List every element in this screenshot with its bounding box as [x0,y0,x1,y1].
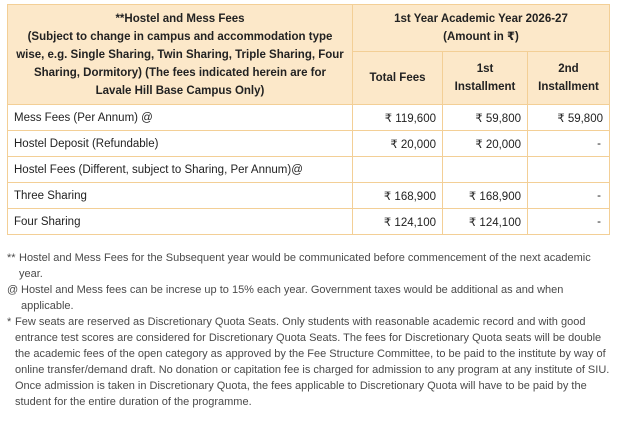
footnote-fee-increase [7,282,613,314]
table-row-three-sharing [8,183,610,209]
academic-year-label: 1st Year Academic Year 2026-27 [394,13,568,25]
header-title-line: **Hostel and Mess Fees [115,12,245,25]
total-fees-cell [353,157,443,183]
first-installment-header [443,52,528,105]
row-label: Mess Fees (Per Annum) @ [8,105,353,131]
installment-label: Installment [538,81,599,93]
footnote-text: Few seats are reserved as Discretionary Quota Seats. Only students with reasonable academic record and with good entrance test scores are considered for Discretionary Quota Seats. The fees for Discretionary Quota seats will be double the academic fees of the open category as approved by the Fee Structure Committee, to be paid to the institute by way of online transfer/demand draft. No donation or capitation fee is charged for admission to any program at any institute of SIU. Once admission is taken in Discretionary Quota, the fees applicable to Discretionary Quota will have to be paid by the student for the entire duration of the programme. [15,316,610,408]
footnote-marker: * [7,316,12,328]
row-label: Hostel Deposit (Refundable) [8,131,353,157]
first-installment-cell [443,157,528,183]
footnote-text: Hostel and Mess Fees for the Subsequent year would be communicated before commencement of the next academic year. [19,252,591,280]
second-installment-cell: ₹ 59,800 [528,105,610,131]
table-row-hostel-deposit [8,131,610,157]
row-label: Four Sharing [8,209,353,235]
total-fees-cell: ₹ 20,000 [353,131,443,157]
table-row-mess-fees [8,105,610,131]
row-label: Hostel Fees (Different, subject to Sharing, Per Annum)@ [8,157,353,183]
total-fees-cell: ₹ 168,900 [353,183,443,209]
total-fees-cell: ₹ 124,100 [353,209,443,235]
first-installment-cell: ₹ 168,900 [443,183,528,209]
second-installment-header [528,52,610,105]
total-fees-cell: ₹ 119,600 [353,105,443,131]
footnote-marker: ** [7,252,16,264]
first-installment-cell: ₹ 59,800 [443,105,528,131]
second-installment-cell [528,157,610,183]
second-installment-cell: - [528,131,610,157]
first-installment-cell: ₹ 20,000 [443,131,528,157]
hostel-fees-header [8,5,353,105]
academic-year-header [353,5,610,52]
footnote-discretionary-quota [7,314,613,410]
second-installment-cell: - [528,183,610,209]
header-title-line: wise, e.g. Single Sharing, Twin Sharing, Triple Sharing, Four [16,48,344,61]
table-header-row-1 [8,5,610,52]
installment-label: Installment [454,81,516,93]
first-installment-cell: ₹ 124,100 [443,209,528,235]
first-installment-label: 1st [476,63,494,75]
table-row-four-sharing [8,209,610,235]
footnotes [7,250,613,410]
row-label: Three Sharing [8,183,353,209]
second-installment-label: 2nd [558,63,579,75]
header-title-line: Sharing, Dormitory) (The fees indicated herein are for [33,66,327,79]
header-title-line: (Subject to change in campus and accommodation type [27,30,333,43]
table-row-hostel-fees-heading [8,157,610,183]
amount-unit-label: (Amount in ₹) [443,31,519,43]
hostel-fees-table [7,4,610,235]
footnote-text: Hostel and Mess fees can be increse up to 15% each year. Government taxes would be additional as and when applicable. [21,284,564,312]
total-fees-header: Total Fees [353,52,443,105]
footnote-subsequent-year [7,250,613,282]
footnote-marker: @ [7,284,19,296]
second-installment-cell: - [528,209,610,235]
header-title-line: Lavale Hill Base Campus Only) [95,84,265,97]
